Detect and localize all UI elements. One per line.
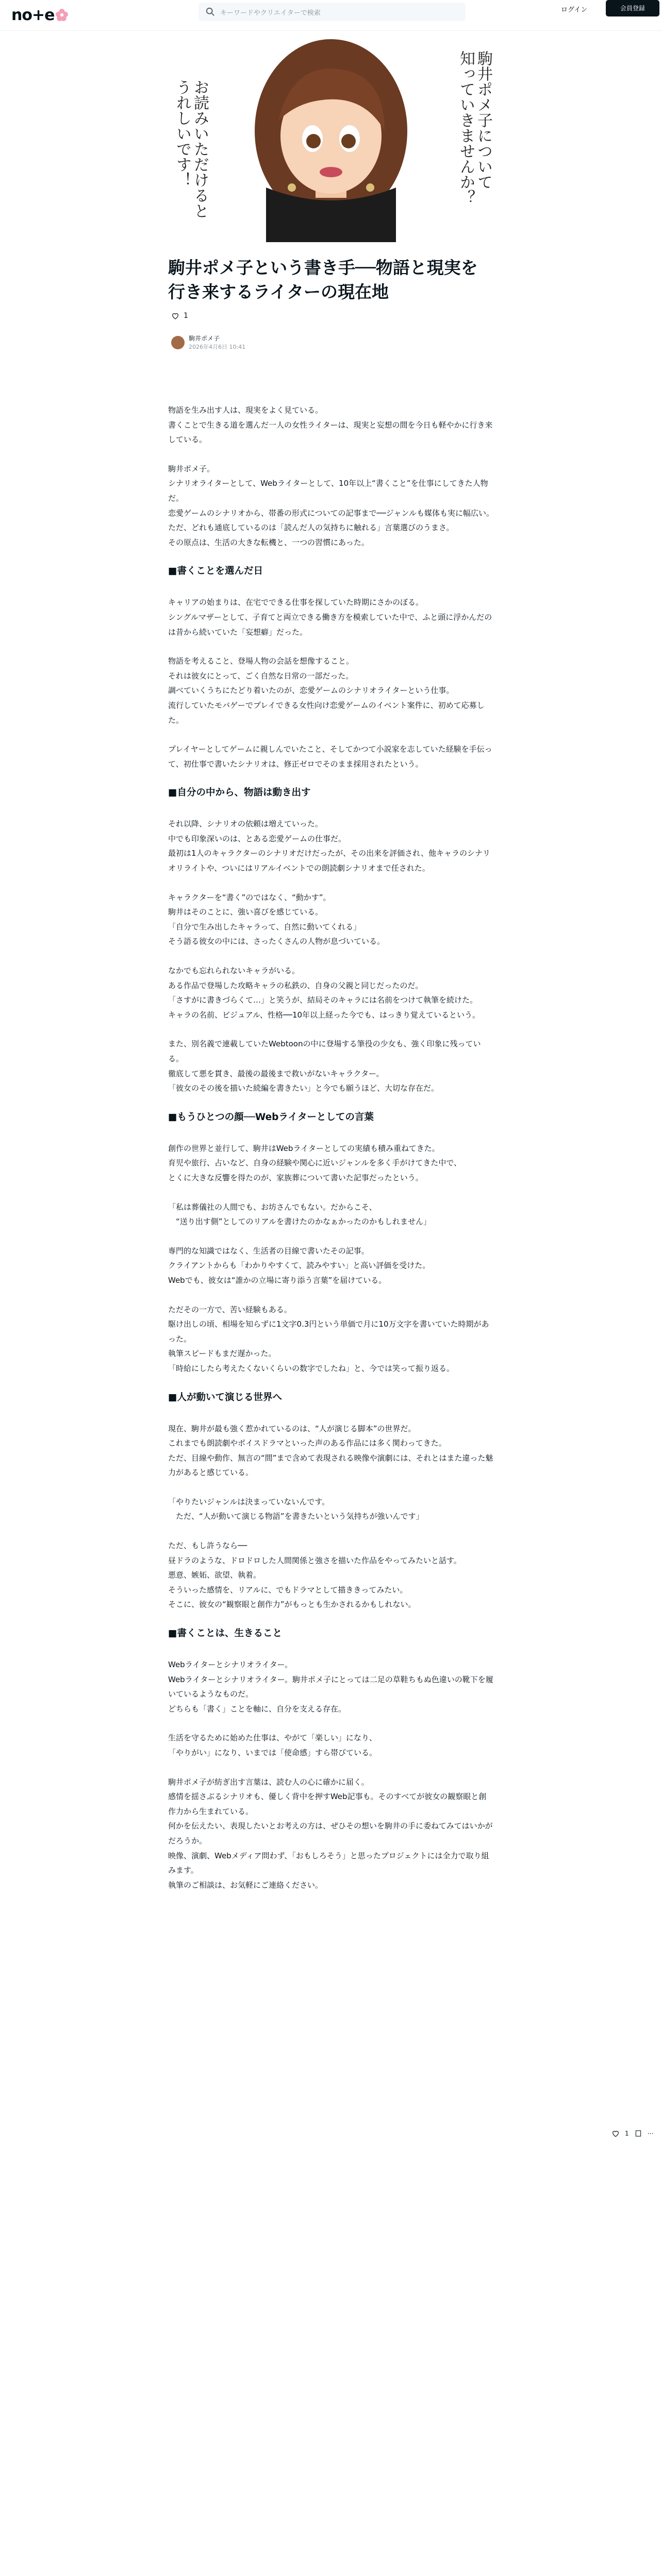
note-logo[interactable] — [11, 8, 69, 23]
paragraph: キャラクターを“書く”のではなく、“動かす”。 駒井はそのことに、強い喜びを感じている。 「自分で生み出したキャラって、自然に動いてくれる」 そう語る彼女の中には、さったくさんの人物が息づいている。 — [168, 892, 385, 946]
search-input[interactable] — [198, 3, 466, 21]
hero-left-line-1: お読みいただけると — [191, 79, 209, 218]
section-heading: ■人が動いて演じる世界へ — [168, 1392, 282, 1403]
hero-left-line-2: うれしいです！ — [173, 79, 191, 188]
logo-text: no+e — [11, 6, 55, 24]
section-heading: ■書くことは、生きること — [168, 1628, 282, 1639]
paragraph: 「やりたいジャンルは決まっていないんです。 ただ、“人が動いて演じる物語”を書きたいという気持ちが強いんです」 — [168, 1497, 424, 1521]
search-icon — [206, 7, 215, 16]
paragraph: プレイヤーとしてゲームに親しんでいたこと、そしてかつて小説家を志していた経験を手伝って、初仕事で書いたシナリオは、修正ゼロでそのまま採用されたという。 — [168, 744, 492, 769]
paragraph: 物語を考えること、登場人物の会話を想像すること。 それは彼女にとって、ごく自然な日常の一部だった。 調べていくうちにたどり着いたのが、恋愛ゲームのシナリオライターという仕事。 流行していたモバゲーでプレイできる女性向け恋愛ゲームのイベント案件に、初めて応募した。 — [168, 656, 485, 725]
top-like-group — [171, 312, 188, 320]
side-more-icon[interactable]: ⋯ — [647, 2130, 654, 2137]
side-heart-icon[interactable] — [611, 2129, 620, 2138]
section-heading: ■自分の中から、物語は動き出す — [168, 787, 311, 799]
section-heading: ■もうひとつの顔──Webライターとしての言葉 — [168, 1111, 374, 1123]
paragraph: 駒井ポメ子が紡ぎ出す言葉は、読む人の心に確かに届く。 感情を揺さぶるシナリオも、優しく背中を押すWeb記事も。そのすべてが彼女の観察眼と創作力から生まれている。 何かを伝えたい、表現したいとお考えの方は、ぜひその想いを駒井の手に委ねてみてはいかがだろうか。 映像、演劇、Webメディア問わず、「おもしろそう」と思ったプロジェクトには全力で取り組みます。 執筆のご相談は、お気軽にご連絡ください。 — [168, 1777, 493, 1890]
paragraph: 創作の世界と並行して、駒井はWebライターとしての実績も積み重ねてきた。 育児や旅行、占いなど、自身の経験や関心に近いジャンルを多く手がけてきた中で、 とくに大きな反響を得たのが、家族葬について書いた記事だったという。 — [168, 1143, 462, 1182]
top-header — [0, 0, 662, 31]
post-date: 2026年4月6日 10:41 — [189, 344, 246, 350]
hero-bubble-right — [457, 50, 492, 226]
hero-bubble-left — [173, 79, 208, 234]
paragraph: ただ、もし許うなら── 昼ドラのような、ドロドロした人間関係と強さを描いた作品をやってみたいと話す。 悪意、嫉妬、欲望、執着。 そういった感情を、リアルに、でもドラマとして描ききってみたい。 そこに、彼女の“観察眼と創作力”がもっとも生かされるかもしれない。 — [168, 1541, 461, 1609]
paragraph: 生活を守るために始めた仕事は、やがて「楽しい」になり、 「やりがい」になり、いまでは「使命感」すら帯びている。 — [168, 1733, 377, 1757]
paragraph: 「私は葬儀社の人間でも、お坊さんでもない。だからこそ、 “送り出す側”としてのリアルを書けたのかなぁかったのかもしれません」 — [168, 1202, 431, 1227]
hero-illustration — [168, 33, 494, 242]
paragraph: なかでも忘れられないキャラがいる。 ある作品で登場した攻略キャラの私鉄の、自身の父親と同じだったのだ。 「さすがに書きづらくて…」と笑うが、結局そのキャラには名前をつけて執筆を続けた。 キャラの名前、ビジュアル、性格──10年以上経った今でも、はっきり覚えているという。 — [168, 966, 481, 1020]
paragraph: 専門的な知識ではなく、生活者の目線で書いたその記事。 クライアントからも「わかりやすくて、読みやすい」と高い評価を受けた。 Webでも、彼女は“誰かの立場に寄り添う言葉”を届けている。 — [168, 1246, 431, 1285]
top-like-count[interactable]: 1 — [184, 312, 188, 320]
paragraph: 駒井ポメ子。 シナリオライターとして、Webライターとして、10年以上“書くこと”を仕事にしてきた人物だ。 恋愛ゲームのシナリオから、帯番の形式についての記事まで──ジャンルも媒体も実に幅広い。 ただ、どれも通底しているのは「読んだ人の気持ちに触れる」言葉選びのうまさ。 その原点は、生活の大きな転機と、一つの習慣にあった。 — [168, 464, 494, 547]
side-share-icon[interactable] — [634, 2129, 642, 2138]
author-name[interactable]: 駒井ポメ子 — [189, 335, 220, 342]
paragraph: 現在、駒井が最も強く惹かれているのは、“人が演じる脚本”の世界だ。 これまでも朗読劇やボイスドラマといった声のある作品には多く関わってきた。 ただ、目線や動作、無言の“間”まで含めて表現される映像や演劇には、それとはまた違った魅力があると感じている。 — [168, 1423, 493, 1478]
hero-portrait-image — [168, 33, 494, 242]
login-link[interactable]: ログイン — [561, 6, 588, 14]
heart-icon[interactable] — [171, 312, 179, 320]
paragraph: また、別名義で連載していたWebtoonの中に登場する筆役の少女も、強く印象に残っている。 徹底して悪を貫き、最後の最後まで救いがないキャラクター。 「彼女のその後を描いた続編を書きたい」と今でも願うほど、大切な存在だ。 — [168, 1039, 481, 1093]
author-row[interactable] — [171, 334, 245, 351]
paragraph: Webライターとシナリオライター。 Webライターとシナリオライター。駒井ポメ子にとっては二足の草鞋ちもぬ色違いの靴下を履いているようなものだ。 どちらも「書く」ことを軸に、自分を支える存在。 — [168, 1660, 493, 1714]
side-like-count: 1 — [625, 2130, 629, 2137]
hero-right-line-1: 駒井ポメ子について — [474, 50, 492, 190]
paragraph: キャリアの始まりは、在宅でできる仕事を探していた時期にさかのぼる。 シングルマザーとして、子育てと両立できる働き方を模索していた中で、ふと頭に浮かんだのは昔から続いていた「妄想癖」だった。 — [168, 598, 492, 637]
article-title: 駒井ポメ子という書き手──物語と現実を行き来するライターの現在地 — [168, 258, 478, 302]
paragraph: それ以降、シナリオの依頼は増えていった。 中でも印象深いのは、とある恋愛ゲームの仕事だ。 最初は1人のキャラクターのシナリオだけだったが、その出来を評価され、他キャラのシナリオリライトや、ついにはリアルイベントでの朗読劇シナリオまで任された。 — [168, 819, 490, 873]
paragraph: ただその一方で、苦い経験もある。 駆け出しの頃、相場を知らずに1文字0.3円という単価で月に10万文字を書いていた時期があった。 執筆スピードもまだ遅かった。 「時給にしたら考えたくないくらいの数字でしたね」と、今では笑って振り返る。 — [168, 1304, 489, 1373]
search-placeholder: キーワードやクリエイターで検索 — [220, 9, 321, 17]
side-reactions — [611, 2129, 654, 2138]
flower-icon — [55, 8, 69, 22]
avatar[interactable] — [171, 336, 185, 349]
paragraph: 物語を生み出す人は、現実をよく見ている。 書くことで生きる道を選んだ一人の女性ライターは、現実と妄想の間を今日も軽やかに行き来している。 — [168, 405, 493, 445]
section-heading: ■書くことを選んだ日 — [168, 566, 263, 577]
hero-right-line-2: 知っていきませんか？ — [457, 50, 475, 205]
register-button[interactable]: 会員登録 — [606, 0, 659, 16]
article-body — [168, 403, 494, 1907]
